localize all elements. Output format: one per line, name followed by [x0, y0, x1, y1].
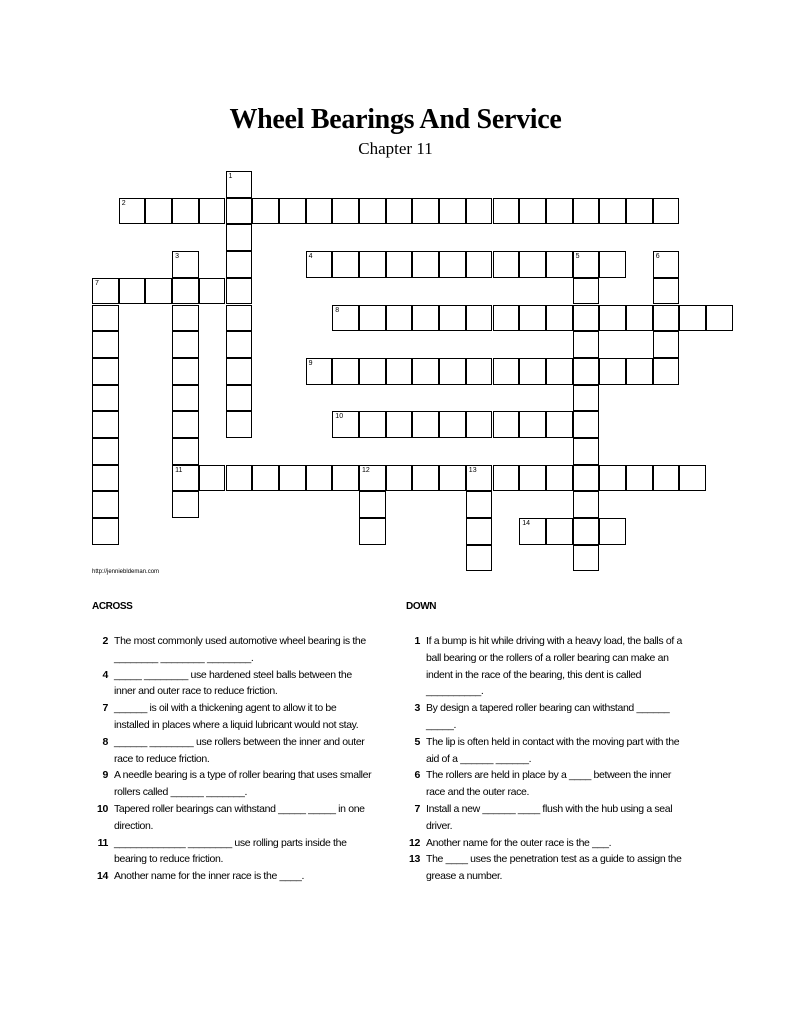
- grid-cell[interactable]: [653, 358, 680, 385]
- clue-number: 9: [102, 769, 108, 782]
- grid-cell[interactable]: [626, 465, 653, 492]
- grid-cell[interactable]: [92, 358, 119, 385]
- grid-cell[interactable]: [386, 411, 413, 438]
- cell-number: 2: [121, 199, 126, 207]
- grid-cell[interactable]: [466, 305, 493, 332]
- grid-cell[interactable]: [172, 385, 199, 412]
- clue-text: Tapered roller bearings can withstand _____ _____ in one direction.: [114, 802, 365, 832]
- grid-cell[interactable]: [306, 251, 333, 278]
- grid-cell[interactable]: [199, 198, 226, 225]
- grid-cell[interactable]: [519, 358, 546, 385]
- grid-cell[interactable]: [359, 411, 386, 438]
- grid-cell[interactable]: [92, 465, 119, 492]
- grid-cell[interactable]: [306, 465, 333, 492]
- grid-cell[interactable]: [439, 305, 466, 332]
- grid-cell[interactable]: [199, 278, 226, 305]
- grid-cell[interactable]: [172, 305, 199, 332]
- grid-cell[interactable]: [493, 411, 520, 438]
- grid-cell[interactable]: [626, 358, 653, 385]
- grid-cell[interactable]: [653, 331, 680, 358]
- grid-cell[interactable]: [359, 465, 386, 492]
- grid-cell[interactable]: [573, 385, 600, 412]
- down-clue: [396, 835, 686, 852]
- down-heading: DOWN: [406, 601, 437, 612]
- clue-text: _____ ________ use hardened steel balls between the inner and outer race to reduce friction.: [114, 668, 352, 698]
- down-clue: [396, 801, 686, 835]
- clue-number: 4: [102, 668, 108, 681]
- grid-cell[interactable]: [226, 224, 253, 251]
- grid-cell[interactable]: [573, 331, 600, 358]
- grid-cell[interactable]: [92, 411, 119, 438]
- grid-cell[interactable]: [679, 305, 706, 332]
- grid-cell[interactable]: [493, 358, 520, 385]
- grid-cell[interactable]: [226, 358, 253, 385]
- grid-cell[interactable]: [226, 411, 253, 438]
- grid-cell[interactable]: [599, 358, 626, 385]
- grid-cell[interactable]: [546, 251, 573, 278]
- grid-cell[interactable]: [172, 278, 199, 305]
- grid-cell[interactable]: [412, 465, 439, 492]
- grid-cell[interactable]: [226, 331, 253, 358]
- grid-cell[interactable]: [332, 465, 359, 492]
- clue-text: By design a tapered roller bearing can withstand ______ _____.: [426, 702, 670, 731]
- clue-number: 10: [97, 802, 108, 815]
- clue-text: Install a new ______ ____ flush with the hub using a seal driver.: [426, 802, 673, 832]
- grid-cell[interactable]: [279, 198, 306, 225]
- grid-cell[interactable]: [599, 198, 626, 225]
- grid-cell[interactable]: [412, 305, 439, 332]
- grid-cell[interactable]: [653, 465, 680, 492]
- down-clue: [396, 633, 686, 700]
- grid-cell[interactable]: [573, 518, 600, 545]
- grid-cell[interactable]: [172, 251, 199, 278]
- grid-cell[interactable]: [332, 358, 359, 385]
- grid-cell[interactable]: [466, 465, 493, 492]
- clue-number: 11: [97, 836, 108, 849]
- grid-cell[interactable]: [439, 251, 466, 278]
- grid-cell[interactable]: [145, 198, 172, 225]
- cell-number: 9: [308, 359, 313, 367]
- clue-number: 2: [102, 635, 108, 647]
- cell-number: 14: [522, 520, 530, 528]
- clue-text: The ____ uses the penetration test as a guide to assign the grease a number.: [426, 853, 682, 883]
- across-clue: [84, 835, 374, 869]
- grid-cell[interactable]: [626, 198, 653, 225]
- grid-cell[interactable]: [466, 358, 493, 385]
- grid-cell[interactable]: [519, 518, 546, 545]
- grid-cell[interactable]: [573, 491, 600, 518]
- clue-text: Another name for the outer race is the ___.: [426, 836, 612, 849]
- clue-text: ______ is oil with a thickening agent to allow it to be installed in places where a liquid lubricant would not stay.: [114, 702, 359, 731]
- across-clue: [84, 633, 374, 667]
- clue-text: The lip is often held in contact with the moving part with the aid of a ______ ______.: [426, 735, 680, 765]
- cell-number: 6: [655, 253, 660, 261]
- grid-cell[interactable]: [92, 331, 119, 358]
- grid-cell[interactable]: [493, 251, 520, 278]
- clue-text: If a bump is hit while driving with a heavy load, the balls of a ball bearing or the rollers of a roller bearing can make an indent in the race of the bearing, this dent is called __________.: [426, 635, 682, 698]
- grid-cell[interactable]: [226, 385, 253, 412]
- grid-cell[interactable]: [653, 251, 680, 278]
- cell-number: 12: [362, 466, 370, 474]
- across-clue: [84, 734, 374, 768]
- grid-cell[interactable]: [359, 251, 386, 278]
- clue-number: 6: [414, 769, 420, 782]
- grid-cell[interactable]: [172, 411, 199, 438]
- grid-cell[interactable]: [439, 465, 466, 492]
- grid-cell[interactable]: [226, 465, 253, 492]
- clue-text: Another name for the inner race is the ____.: [114, 870, 305, 883]
- grid-cell[interactable]: [226, 305, 253, 332]
- grid-cell[interactable]: [519, 305, 546, 332]
- grid-cell[interactable]: [573, 545, 600, 572]
- cell-number: 13: [468, 466, 477, 474]
- clue-text: A needle bearing is a type of roller bearing that uses smaller rollers called ______ _______.: [114, 769, 372, 799]
- grid-cell[interactable]: [439, 411, 466, 438]
- grid-cell[interactable]: [653, 278, 680, 305]
- clue-number: 7: [414, 802, 420, 815]
- grid-cell[interactable]: [359, 491, 386, 518]
- grid-cell[interactable]: [92, 305, 119, 332]
- grid-cell[interactable]: [519, 465, 546, 492]
- across-clue: [84, 868, 374, 885]
- grid-cell[interactable]: [359, 358, 386, 385]
- clue-number: 7: [102, 702, 108, 715]
- grid-cell[interactable]: [546, 465, 573, 492]
- page-title: Wheel Bearings And Service: [229, 104, 562, 135]
- grid-cell[interactable]: [466, 491, 493, 518]
- grid-cell[interactable]: [332, 411, 359, 438]
- source-url: http://jenniebldeman.com: [92, 569, 160, 575]
- cell-number: 5: [575, 253, 580, 261]
- grid-cell[interactable]: [306, 358, 333, 385]
- grid-cell[interactable]: [172, 438, 199, 465]
- grid-cell[interactable]: [573, 411, 600, 438]
- grid-cell[interactable]: [599, 251, 626, 278]
- grid-cell[interactable]: [92, 518, 119, 545]
- cell-number: 1: [228, 173, 233, 180]
- down-clue: [396, 700, 686, 734]
- cell-number: 8: [335, 306, 340, 314]
- grid-cell[interactable]: [386, 251, 413, 278]
- grid-cell[interactable]: [386, 358, 413, 385]
- across-clue: [84, 700, 374, 734]
- grid-cell[interactable]: [653, 198, 680, 225]
- grid-cell[interactable]: [573, 465, 600, 492]
- grid-cell[interactable]: [546, 411, 573, 438]
- clue-text: The rollers are held in place by a ____ between the inner race and the outer race.: [426, 769, 672, 799]
- grid-cell[interactable]: [172, 465, 199, 492]
- clue-text: ______ ________ use rollers between the inner and outer race to reduce friction.: [114, 735, 365, 765]
- grid-cell[interactable]: [226, 198, 253, 225]
- grid-cell[interactable]: [493, 465, 520, 492]
- grid-cell[interactable]: [573, 305, 600, 332]
- grid-cell[interactable]: [92, 278, 119, 305]
- grid-cell[interactable]: [332, 198, 359, 225]
- grid-cell[interactable]: [119, 278, 146, 305]
- grid-cell[interactable]: [359, 198, 386, 225]
- grid-cell[interactable]: [599, 305, 626, 332]
- grid-cell[interactable]: [386, 465, 413, 492]
- grid-cell[interactable]: [359, 518, 386, 545]
- clue-number: 12: [409, 836, 420, 849]
- grid-cell[interactable]: [439, 358, 466, 385]
- grid-cell[interactable]: [439, 198, 466, 225]
- grid-cell[interactable]: [412, 358, 439, 385]
- down-clue: [396, 734, 686, 768]
- grid-cell[interactable]: [172, 331, 199, 358]
- grid-cell[interactable]: [119, 198, 146, 225]
- cell-number: 10: [335, 413, 344, 421]
- grid-cell[interactable]: [172, 491, 199, 518]
- clue-text: The most commonly used automotive wheel bearing is the ________ ________ ________.: [114, 635, 366, 664]
- grid-cell[interactable]: [599, 465, 626, 492]
- clue-number: 8: [102, 735, 108, 748]
- clue-number: 3: [414, 702, 420, 715]
- grid-cell[interactable]: [226, 171, 253, 198]
- grid-cell[interactable]: [653, 305, 680, 332]
- grid-cell[interactable]: [226, 278, 253, 305]
- clue-number: 13: [409, 853, 420, 866]
- grid-cell[interactable]: [172, 358, 199, 385]
- grid-cell[interactable]: [412, 251, 439, 278]
- grid-cell[interactable]: [359, 305, 386, 332]
- grid-cell[interactable]: [466, 518, 493, 545]
- grid-cell[interactable]: [332, 305, 359, 332]
- grid-cell[interactable]: [252, 465, 279, 492]
- down-clue: [396, 767, 686, 801]
- grid-cell[interactable]: [279, 465, 306, 492]
- grid-cell[interactable]: [466, 198, 493, 225]
- clue-number: 14: [97, 870, 108, 883]
- grid-cell[interactable]: [626, 305, 653, 332]
- grid-cell[interactable]: [493, 198, 520, 225]
- grid-cell[interactable]: [92, 438, 119, 465]
- page-subtitle: Chapter 11: [358, 139, 433, 158]
- grid-cell[interactable]: [519, 411, 546, 438]
- grid-cell[interactable]: [226, 251, 253, 278]
- grid-cell[interactable]: [145, 278, 172, 305]
- grid-cell[interactable]: [466, 545, 493, 572]
- grid-cell[interactable]: [332, 251, 359, 278]
- grid-cell[interactable]: [412, 198, 439, 225]
- grid-cell[interactable]: [573, 358, 600, 385]
- cell-number: 7: [95, 279, 99, 287]
- grid-cell[interactable]: [573, 278, 600, 305]
- down-clue-list: [396, 633, 686, 885]
- across-heading: ACROSS: [92, 601, 133, 612]
- grid-cell[interactable]: [573, 198, 600, 225]
- grid-cell[interactable]: [546, 358, 573, 385]
- cell-number: 11: [175, 466, 183, 474]
- clue-number: 1: [414, 635, 420, 647]
- cell-number: 3: [175, 253, 179, 261]
- across-clue-list: [84, 633, 374, 885]
- grid-cell[interactable]: [466, 411, 493, 438]
- grid-cell[interactable]: [706, 305, 733, 332]
- grid-cell[interactable]: [386, 198, 413, 225]
- clue-text: _____________ ________ use rolling parts inside the bearing to reduce friction.: [114, 836, 347, 866]
- grid-cell[interactable]: [412, 411, 439, 438]
- across-clue: [84, 667, 374, 701]
- grid-cell[interactable]: [573, 251, 600, 278]
- grid-cell[interactable]: [573, 438, 600, 465]
- grid-cell[interactable]: [493, 305, 520, 332]
- grid-cell[interactable]: [679, 465, 706, 492]
- grid-cell[interactable]: [306, 198, 333, 225]
- grid-cell[interactable]: [546, 518, 573, 545]
- grid-cell[interactable]: [519, 198, 546, 225]
- grid-cell[interactable]: [92, 491, 119, 518]
- grid-cell[interactable]: [466, 251, 493, 278]
- grid-cell[interactable]: [546, 198, 573, 225]
- down-clue: [396, 851, 686, 885]
- grid-cell[interactable]: [546, 305, 573, 332]
- across-clue: [84, 767, 374, 801]
- clue-number: 5: [414, 735, 420, 748]
- grid-cell[interactable]: [252, 198, 279, 225]
- grid-cell[interactable]: [92, 385, 119, 412]
- across-clue: [84, 801, 374, 835]
- grid-cell[interactable]: [199, 465, 226, 492]
- grid-cell[interactable]: [519, 251, 546, 278]
- cell-number: 4: [308, 253, 313, 261]
- grid-cell[interactable]: [599, 518, 626, 545]
- grid-cell[interactable]: [386, 305, 413, 332]
- grid-cell[interactable]: [172, 198, 199, 225]
